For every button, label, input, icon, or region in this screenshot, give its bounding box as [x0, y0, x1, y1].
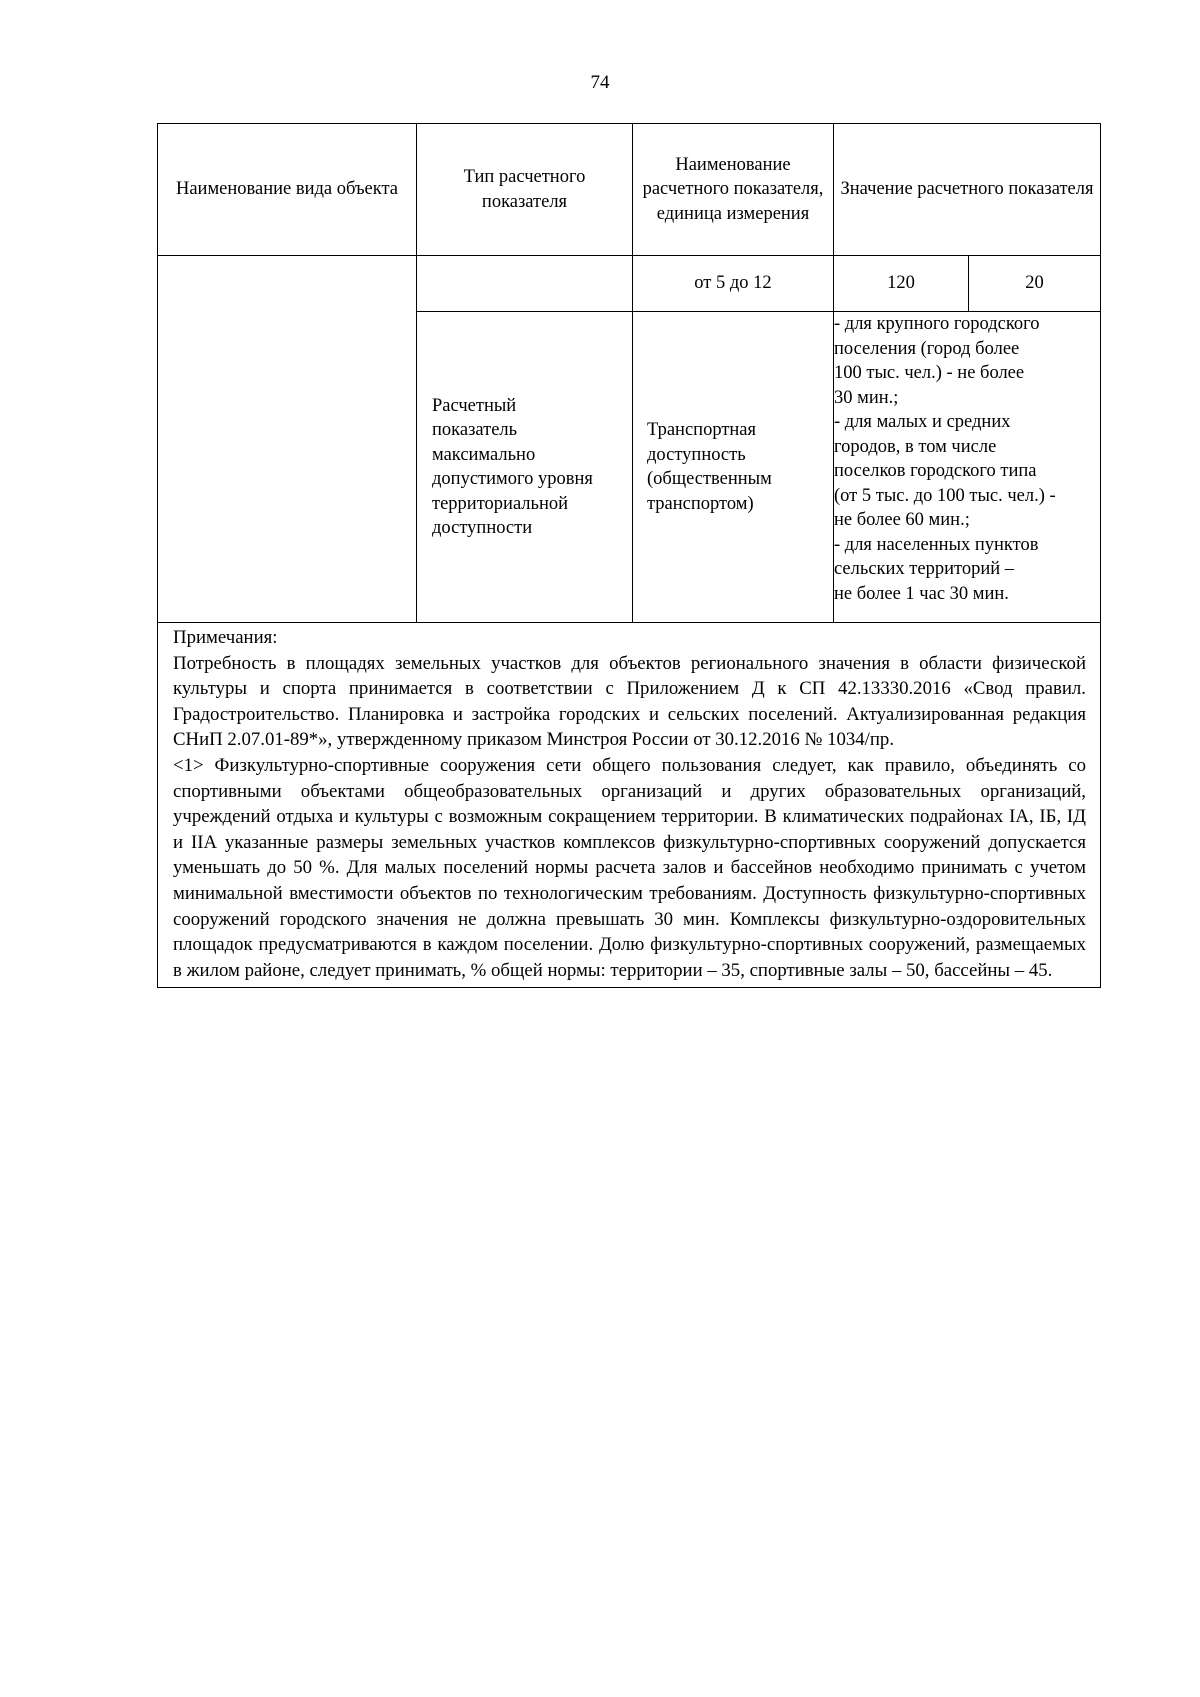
access-name-cell: Транспортная доступность (общественным транспортом) [633, 312, 834, 623]
value-line: 100 тыс. чел.) - не более [834, 363, 1025, 383]
notes-title: Примечания: [173, 627, 278, 648]
table-header-row [158, 124, 1101, 256]
value-line: городов, в том числе [834, 436, 997, 457]
notes-paragraph: Потребность в площадях земельных участков для объектов регионального значения в области физической культуры и спорта принимается в соответствии с Приложением Д к СП 42.13330.2016 «Свод правил. Градостроительство. Планировка и застройка городских и сельских поселений. Актуализированная редакция СНиП 2.07.01-89*», утвержденному приказом Минстроя России от 30.12.2016 № 1034/пр. [173, 652, 1086, 751]
header-object-type: Наименование вида объекта [158, 124, 417, 256]
value-line: 30 мин.; [834, 387, 899, 408]
standards-table [157, 123, 1101, 988]
value-cell-2: 20 [969, 256, 1101, 312]
object-type-cell [158, 256, 417, 623]
page-number: 74 [590, 72, 610, 93]
value-line: - для малых и средних [834, 412, 1011, 432]
value-line: не более 1 час 30 мин. [834, 583, 1009, 604]
notes-paragraph: <1> Физкультурно-спортивные сооружения сети общего пользования следует, как правило, объединять со спортивными объектами общеобразовательных организаций и других образовательных организаций, учреждений отдыха и культуры с возможным сокращением территории. В климатических подрайонах IА, IБ, IД и IIА указанные размеры земельных участков комплексов физкультурно-спортивных сооружений допускается уменьшать до 50 %. Для малых поселений нормы расчета залов и бассейнов необходимо принимать с учетом минимальной вместимости объектов по технологическим требованиям. Доступность физкультурно-спортивных сооружений городского значения не должна превышать 30 мин. Комплексы физкультурно-оздоровительных площадок предусматриваются в каждом поселении. Долю физкультурно-спортивных сооружений, размещаемых в жилом районе, следует принимать, % общей нормы: территории – 35, спортивные залы – 50, бассейны – 45. [173, 754, 1086, 981]
header-indicator-name: Наименование расчетного показателя, единица измерения [633, 124, 834, 256]
value-cell-1: 120 [834, 256, 969, 312]
header-indicator-value: Значение расчетного показателя [834, 124, 1101, 256]
notes-row [158, 623, 1101, 988]
value-line: сельских территорий – [834, 559, 1015, 579]
table-row [158, 256, 1101, 312]
value-line: (от 5 тыс. до 100 тыс. чел.) - [834, 485, 1056, 506]
access-type-cell: Расчетный показатель максимально допустимого уровня территориальной доступности [417, 312, 633, 623]
value-line: - для населенных пунктов [834, 534, 1039, 555]
header-indicator-type: Тип расчетного показателя [417, 124, 633, 256]
value-line: поселков городского типа [834, 461, 1037, 481]
value-line: поселения (город более [834, 338, 1020, 359]
value-line: не более 60 мин.; [834, 510, 970, 530]
access-value-cell [834, 312, 1101, 623]
indicator-type-cell [417, 256, 633, 312]
notes-cell [158, 623, 1101, 988]
range-cell: от 5 до 12 [633, 256, 834, 312]
value-line: - для крупного городского [834, 314, 1040, 334]
